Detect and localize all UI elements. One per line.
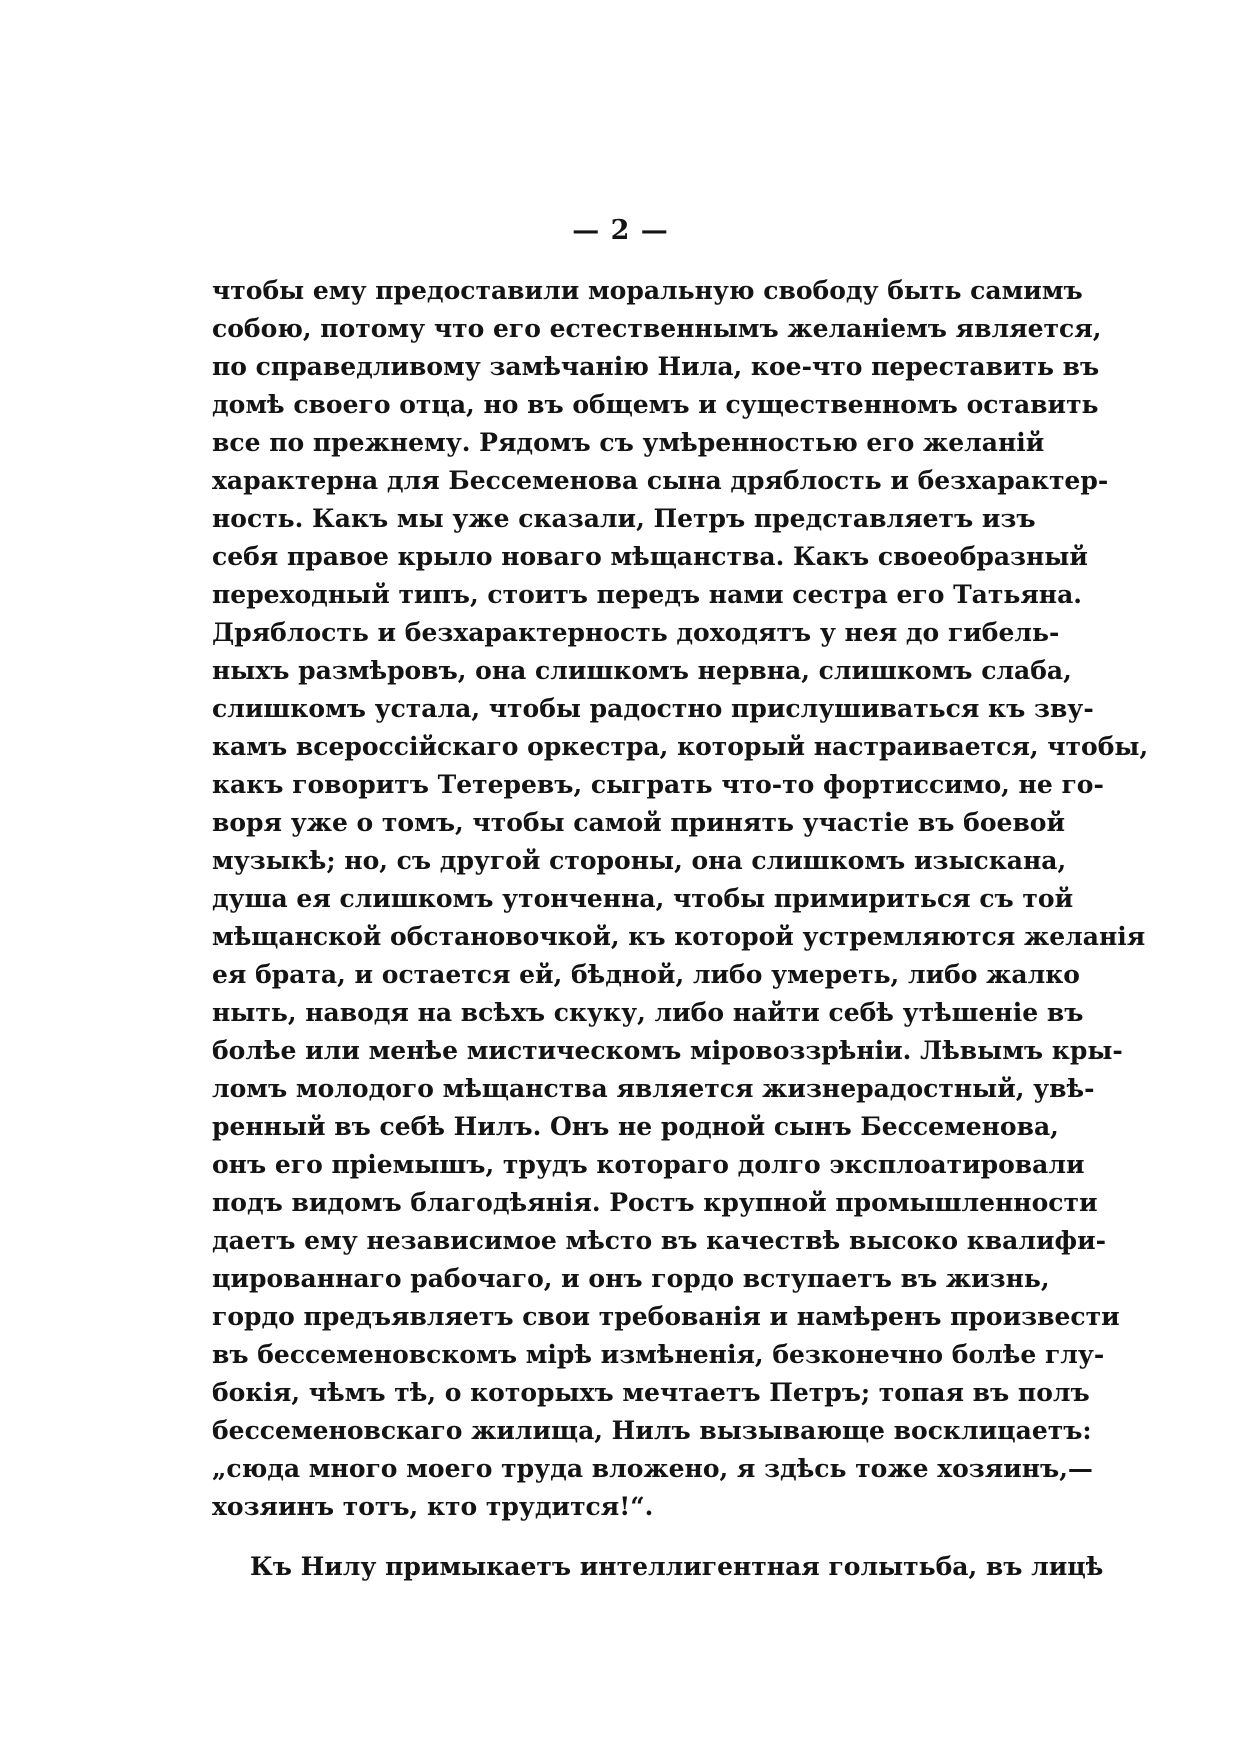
text-line: подъ видомъ благодѣянія. Ростъ крупной промышленности [212,1188,1098,1217]
text-line: болѣе или менѣе мистическомъ міровоззрѣніи. Лѣвымъ кры- [212,1036,1123,1065]
text-line: домѣ своего отца, но въ общемъ и существенномъ оставить [212,390,1099,419]
text-line: камъ всероссійскаго оркестра, который настраивается, чтобы, [212,732,1149,761]
text-line: ея брата, и остается ей, бѣдной, либо умереть, либо жалко [212,960,1080,989]
text-line: цированнаго рабочаго, и онъ гордо вступаетъ въ жизнь, [212,1264,1050,1293]
text-line: переходный типъ, стоитъ передъ нами сестра его Татьяна. [212,580,1083,609]
text-line: „сюда много моего труда вложено, я здѣсь тоже хозяинъ,— [212,1454,1093,1483]
text-line: чтобы ему предоставили моральную свободу быть самимъ [212,276,1083,305]
text-line: Дряблость и безхарактерность доходятъ у нея до гибель- [212,618,1060,647]
text-line: слишкомъ устала, чтобы радостно прислушиваться къ зву- [212,694,1094,723]
text-line: по справедливому замѣчанію Нила, кое-что переставить въ [212,352,1100,381]
text-line: онъ его пріемышъ, трудъ котораго долго эксплоатировали [212,1150,1085,1179]
text-line: какъ говоритъ Тетеревъ, сыграть что-то фортиссимо, не го- [212,770,1104,799]
text-line: бессеменовскаго жилища, Нилъ вызывающе восклицаетъ: [212,1416,1092,1445]
text-line: хозяинъ тотъ, кто трудится!“. [212,1492,654,1521]
text-line: ломъ молодого мѣщанства является жизнерадостный, увѣ- [212,1074,1095,1103]
text-line: даетъ ему независимое мѣсто въ качествѣ высоко квалифи- [212,1226,1106,1255]
text-line: себя правое крыло новаго мѣщанства. Какъ своеобразный [212,542,1088,571]
text-line: все по прежнему. Рядомъ съ умѣренностью его желаній [212,428,1045,457]
text-line: гордо предъявляетъ свои требованія и намѣренъ произвести [212,1302,1120,1331]
text-line: въ бессеменовскомъ мірѣ измѣненія, безконечно болѣе глу- [212,1340,1105,1369]
page-number: — 2 — [572,215,669,246]
body-text [212,272,1149,1586]
text-line: ныхъ размѣровъ, она слишкомъ нервна, слишкомъ слаба, [212,656,1072,685]
text-line: воря уже о томъ, чтобы самой принять участіе въ боевой [212,808,1066,837]
text-line: собою, потому что его естественнымъ желаніемъ является, [212,314,1102,343]
text-line: душа ея слишкомъ утонченна, чтобы примириться съ той [212,884,1074,913]
text-line: музыкѣ; но, съ другой стороны, она слишкомъ изыскана, [212,846,1067,875]
paragraph-2 [212,1548,1104,1586]
text-line: ренный въ себѣ Нилъ. Онъ не родной сынъ Бессеменова, [212,1112,1059,1141]
text-line: ность. Какъ мы уже сказали, Петръ представляетъ изъ [212,504,1036,533]
text-line: Къ Нилу примыкаетъ интеллигентная голытьба, въ лицѣ [250,1552,1104,1581]
text-line: ныть, наводя на всѣхъ скуку, либо найти себѣ утѣшеніе въ [212,998,1084,1027]
text-line: бокія, чѣмъ тѣ, о которыхъ мечтаетъ Петръ; топая въ полъ [212,1378,1090,1407]
paragraph-1 [212,272,1149,1526]
text-line: характерна для Бессеменова сына дряблость и безхарактер- [212,466,1109,495]
text-line: мѣщанской обстановочкой, къ которой устремляются желанія [212,922,1146,951]
